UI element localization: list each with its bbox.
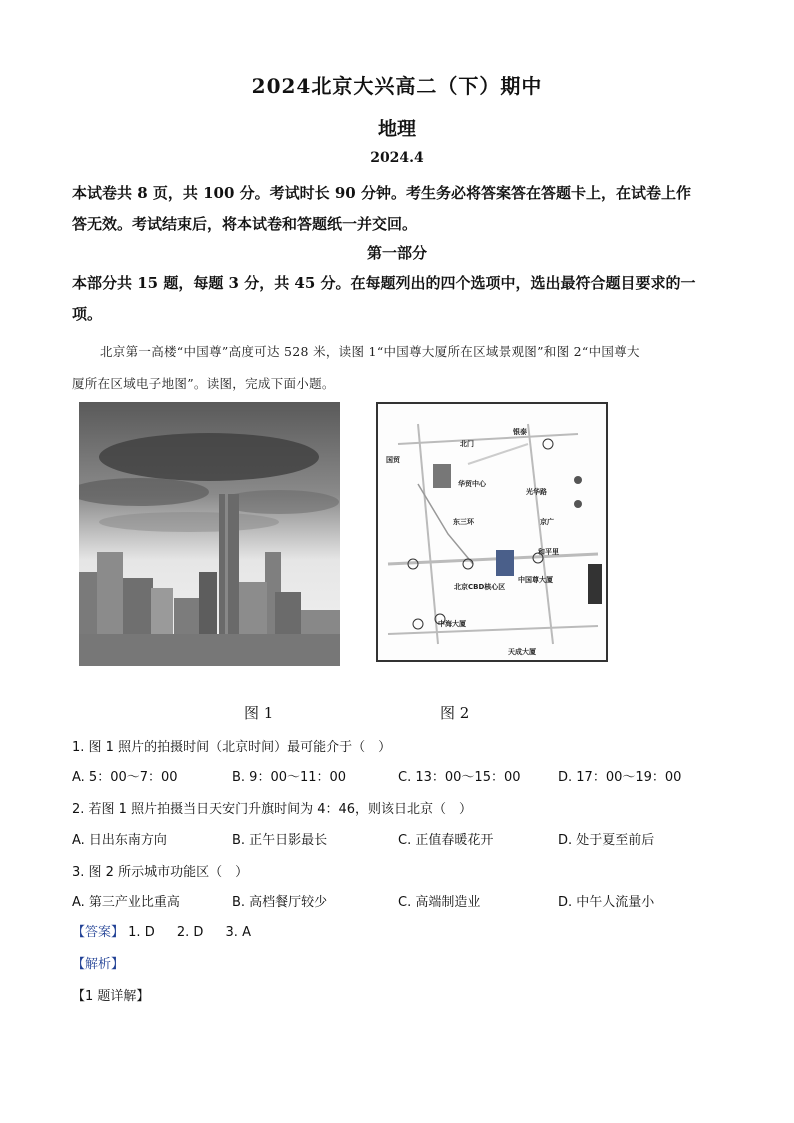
instructions-line1: 本试卷共 8 页，共 100 分。考试时长 90 分钟。考生务必将答案答在答题卡上，在试卷上作 [72,184,691,202]
section-desc-line2: 项。 [72,305,103,323]
answer-item-1: 1. D [128,925,155,940]
map-label-hepingli: 和平里 [538,548,559,556]
map-label-yintai: 银泰 [513,428,527,436]
q1-option-d: D. 17：00～19：00 [558,770,682,785]
answer-item-2: 2. D [176,925,204,940]
map-label-east-third-ring: 东三环 [453,518,474,526]
q2-option-d: D. 处于夏至前后 [558,833,655,848]
intro-line2: 厦所在区域电子地图”。读图，完成下面小题。 [72,376,335,391]
map-label-tiancheng: 天成大厦 [508,648,536,656]
subject-title: 地理 [377,118,416,140]
q3-option-d: D. 中午人流量小 [558,895,655,910]
question-3-text: 3. 图 2 所示城市功能区（ ） [72,865,249,880]
instructions [72,178,722,240]
q2-option-a: A. 日出东南方向 [72,833,167,848]
section-desc-line1: 本部分共 15 题，每题 3 分，共 45 分。在每题列出的四个选项中，选出最符合题目要求的一 [72,274,696,292]
section-title: 第一部分 [366,244,427,262]
q2-option-c: C. 正值春暖花开 [398,833,494,848]
q1-option-c: C. 13：00～15：00 [398,770,521,785]
instructions-line2: 答无效。考试结束后，将本试卷和答题纸一并交回。 [72,215,418,233]
figure-1-photo [79,402,340,666]
question-intro [72,336,722,400]
analysis-label: 【解析】 [72,957,125,972]
analysis-detail-label: 【1 题详解】 [72,989,150,1004]
figure-2-map [376,402,608,662]
q3-option-b: B. 高档餐厅较少 [232,895,328,910]
answer-line [72,921,251,940]
exam-date: 2024.4 [370,150,424,166]
skyline-illustration [79,402,340,666]
intro-line1: 北京第一高楼“中国尊”高度可达 528 米，读图 1“中国尊大厦所在区域景观图”和图 2“中国尊大 [100,344,640,359]
map-label-china-central-place: 华贸中心 [458,480,486,488]
map-label-north-gate: 北门 [460,440,474,448]
q3-option-c: C. 高端制造业 [398,895,481,910]
question-2-text: 2. 若图 1 照片拍摄当日天安门升旗时间为 4：46，则该日北京（ ） [72,802,473,817]
answer-item-3: 3. A [225,925,251,940]
map-label-jingguang: 京广 [540,518,554,526]
figure-2-caption: 图 2 [440,704,470,722]
page-title: 2024北京大兴高二（下）期中 [251,74,543,98]
section-description [72,268,722,330]
q3-option-a: A. 第三产业比重高 [72,895,180,910]
map-label-zgz: 中国尊大厦 [518,576,553,584]
figure-1-caption: 图 1 [244,704,274,722]
map-label-cbd: 北京CBD核心区 [454,583,506,591]
map-label-guanghua: 光华路 [526,488,547,496]
q1-option-b: B. 9：00～11：00 [232,770,347,785]
map-illustration [378,404,606,660]
question-1-text: 1. 图 1 照片的拍摄时间（北京时间）最可能介于（ ） [72,740,392,755]
map-label-guomao: 国贸 [386,456,400,464]
answer-label: 【答案】 [72,925,125,940]
map-label-zhongmao: 中海大厦 [438,620,466,628]
q2-option-b: B. 正午日影最长 [232,833,328,848]
q1-option-a: A. 5：00～7：00 [72,770,178,785]
